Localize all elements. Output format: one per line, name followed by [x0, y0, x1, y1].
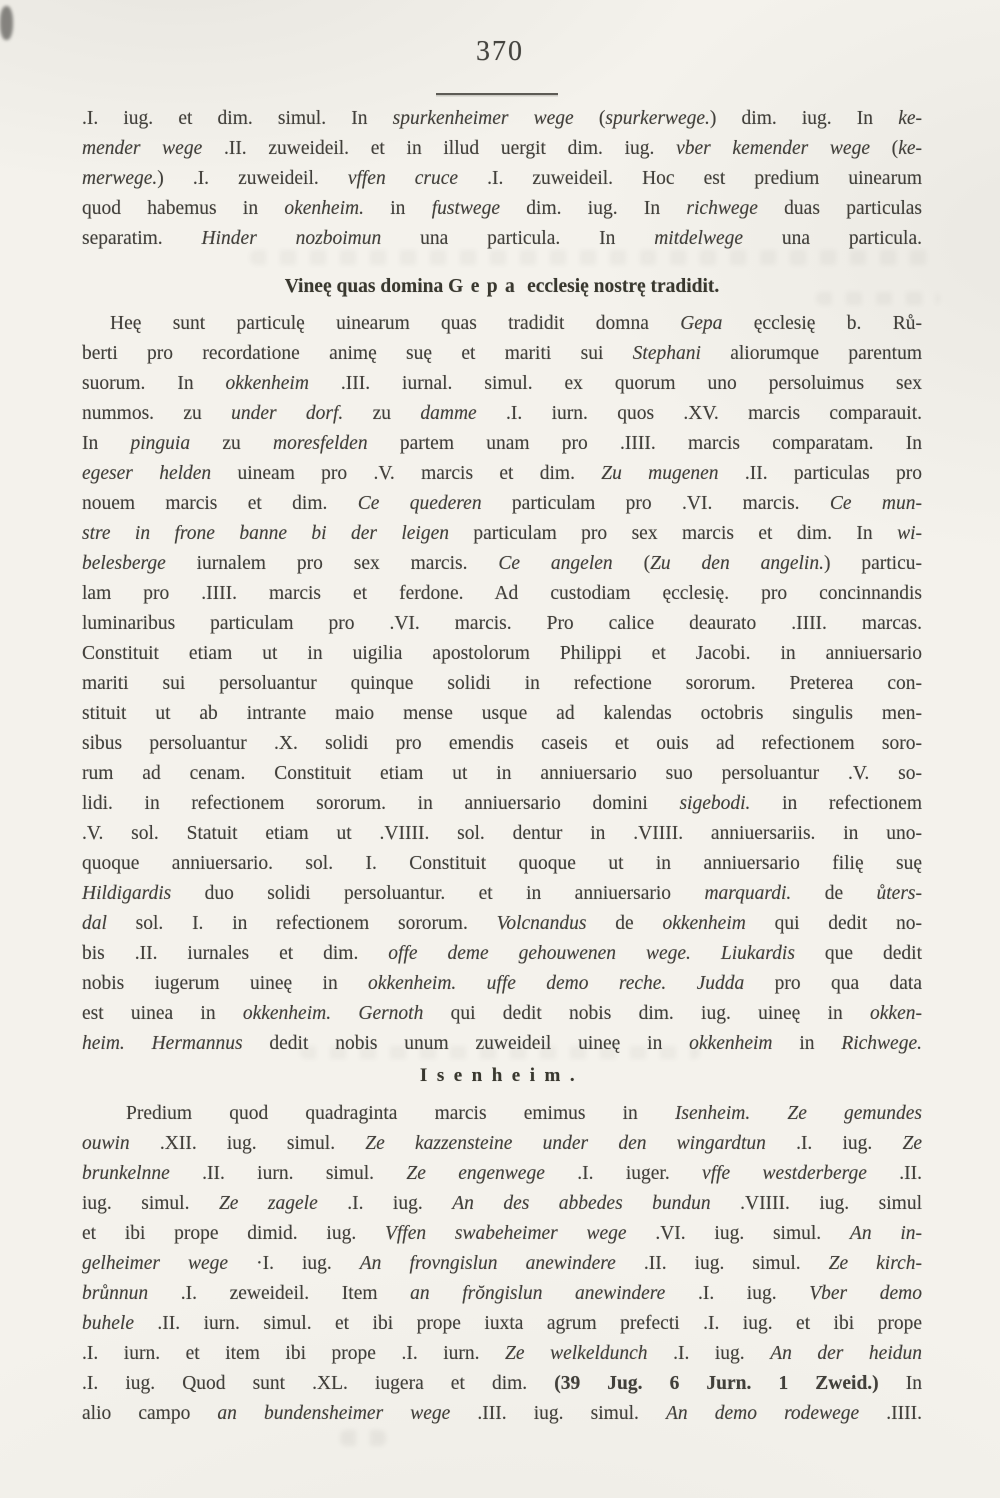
text-line [82, 999, 922, 1029]
text-line [82, 699, 922, 729]
text-segment: ) .I. zuweideil. [157, 168, 348, 189]
text-segment [691, 943, 721, 964]
text-segment: nummos. zu [82, 403, 232, 424]
text-segment: Zu mugenen [601, 463, 719, 484]
page-number: 370 [476, 36, 524, 67]
text-segment: okkenheim [662, 913, 746, 934]
text-segment: Liukardis [720, 943, 795, 964]
text-line [82, 969, 922, 999]
text-segment: okken- [870, 1003, 922, 1024]
text-segment: bis .II. iurnales et dim. [82, 943, 389, 964]
text-segment: ouwin [82, 1133, 130, 1154]
text-segment: Ze kirch- [828, 1253, 922, 1274]
text-line [82, 579, 922, 609]
text-line [82, 1159, 922, 1189]
text-line [82, 369, 922, 399]
text-segment: offe deme gehouwenen wege. [388, 943, 691, 964]
text-line [82, 309, 922, 339]
text-segment: vffen cruce [347, 168, 459, 189]
text-segment: Hinder nozboimun [201, 228, 382, 249]
text-segment: marquardi. [704, 883, 792, 904]
text-line [82, 909, 922, 939]
page-number-rule [436, 93, 558, 95]
text-segment: iug. simul. [82, 1193, 219, 1214]
text-line [82, 879, 922, 909]
text-segment: .V. sol. Statuit etiam ut .VIIII. sol. dentur in .VIIII. anniuersariis. in uno- [82, 823, 922, 844]
text-line [82, 194, 922, 224]
text-segment: wi- [897, 523, 922, 544]
text-segment: ( [612, 553, 651, 574]
text-segment: Judda [696, 973, 745, 994]
text-segment: vber kemender wege [676, 138, 870, 159]
text-segment: .II. iug. simul. [615, 1253, 829, 1274]
text-segment: pro qua data [744, 973, 922, 994]
text-line [82, 459, 922, 489]
text-line [82, 339, 922, 369]
text-segment: Constituit etiam ut in uigilia apostolorum Philippi et Jacobi. in anniuersario [82, 643, 922, 664]
text-segment: berti pro recordatione animę suę et mariti sui [82, 343, 633, 364]
text-line [82, 1129, 922, 1159]
text-segment: .III. iug. simul. [450, 1403, 666, 1424]
text-segment: buhele [82, 1313, 134, 1334]
text-segment [331, 1003, 358, 1024]
text-segment: brůnnun [82, 1283, 149, 1304]
text-segment: mender wege [82, 138, 203, 159]
text-segment: belesberge [82, 553, 166, 574]
text-line [82, 519, 922, 549]
text-segment: quoque anniuersario. sol. I. Constituit quoque ut in anniuersario filię suę [82, 853, 922, 874]
text-segment: .II. particulas pro [718, 463, 922, 484]
text-segment: .I. iug. [317, 1193, 453, 1214]
text-line [82, 1309, 922, 1339]
text-segment: uineam pro .V. marcis et dim. [211, 463, 602, 484]
text-segment: Predium quod quadraginta marcis emimus in [126, 1103, 675, 1124]
text-line [82, 759, 922, 789]
text-line [82, 134, 922, 164]
text-segment: .II. zuweideil. et in illud uergit dim. iug. [202, 138, 677, 159]
text-segment: Zu den angelin. [650, 553, 824, 574]
text-segment: .I. iug. [665, 1283, 810, 1304]
text-segment: .IIII. [859, 1403, 922, 1424]
text-segment: in [363, 198, 432, 219]
text-line [82, 104, 922, 134]
text-segment: dim. iug. In [499, 198, 687, 219]
text-segment: sol. I. in refectionem sororum. [106, 913, 497, 934]
text-line [82, 1219, 922, 1249]
text-segment: Ce angelen [498, 553, 613, 574]
text-line [82, 1029, 922, 1059]
text-segment: quod habemus in [82, 198, 285, 219]
text-segment: Stephani [632, 343, 701, 364]
text-segment: luminaribus particulam pro .VI. marcis. Pro calice deaurato .IIII. marcas. [82, 613, 922, 634]
text-segment: una particula. In [381, 228, 655, 249]
text-line [82, 1339, 922, 1369]
text-segment: dal [82, 913, 107, 934]
text-segment: damme [420, 403, 477, 424]
text-segment: iurnalem pro sex marcis. [165, 553, 499, 574]
text-segment: ke- [898, 138, 922, 159]
text-segment: lidi. in refectionem sororum. in anniuersario domini [82, 793, 680, 814]
text-segment: in refectionem [750, 793, 923, 814]
text-line [82, 609, 922, 639]
text-line [82, 1369, 922, 1399]
text-segment: sibus persoluantur .X. solidi pro emendis caseis et ouis ad refectionem soro- [82, 733, 922, 754]
text-segment: .I. zeweideil. Item [148, 1283, 411, 1304]
text-segment: In [82, 433, 131, 454]
text-segment: (39 Jug. 6 Jurn. 1 Zweid.) [554, 1373, 879, 1394]
text-segment: Ze [902, 1133, 922, 1154]
text-segment: particulam pro .VI. marcis. [481, 493, 830, 514]
text-segment: nouem marcis et dim. [82, 493, 358, 514]
text-segment: Gepa [680, 313, 723, 334]
text-segment: heim. [82, 1033, 125, 1054]
text-segment: est uinea in [82, 1003, 243, 1024]
text-segment: Ce quederen [357, 493, 482, 514]
text-segment: stre in frone banne bi der leigen [82, 523, 449, 544]
text-segment: qui dedit nobis dim. iug. uineę in [423, 1003, 871, 1024]
text-segment: mitdelwege [654, 228, 744, 249]
text-segment: .XII. iug. simul. [129, 1133, 366, 1154]
text-segment: alio campo [82, 1403, 218, 1424]
text-segment: spurkerwege. [605, 108, 710, 129]
text-segment: qui dedit no- [745, 913, 922, 934]
text-segment: duo solidi persoluantur. et in anniuersario [171, 883, 705, 904]
text-segment: okkenheim [689, 1033, 773, 1054]
text-segment: spurkenheimer wege [392, 108, 574, 129]
text-segment: .I. iurn. quos .XV. marcis comparauit. [476, 403, 922, 424]
text-segment: Hildigardis [82, 883, 172, 904]
text-segment: ( [573, 108, 606, 129]
text-segment: Ze zagele [218, 1193, 318, 1214]
text-segment: Ze kazzensteine under den wingardtun [365, 1133, 766, 1154]
text-segment: Vineę quas domina [284, 276, 449, 297]
text-segment: In [878, 1373, 923, 1394]
text-segment: Gernoth [358, 1003, 424, 1024]
text-segment: okkenheim. [368, 973, 457, 994]
text-line [82, 429, 922, 459]
text-segment: richwege [686, 198, 758, 219]
text-segment: .II. iurn. simul. et ibi prope iuxta agrum prefecti .I. iug. et ibi prope [133, 1313, 922, 1334]
text-segment: Isenheim. [419, 1065, 585, 1086]
text-segment: Ce mun- [829, 493, 922, 514]
text-segment: Vffen swabeheimer wege [384, 1223, 627, 1244]
text-segment: ecclesię nostrę tradidit. [522, 276, 720, 297]
text-segment: ęcclesię b. Rů- [722, 313, 922, 334]
text-segment: .I. iurn. et item ibi prope .I. iurn. [82, 1343, 506, 1364]
text-line [82, 819, 922, 849]
text-segment: mariti sui persoluantur quinque solidi in refectione sororum. Preterea con- [82, 673, 922, 694]
text-segment: brunkelnne [82, 1163, 170, 1184]
text-segment: an frŏngislun anewindere [410, 1283, 666, 1304]
text-line [82, 1399, 922, 1429]
text-segment [666, 973, 696, 994]
text-line [82, 399, 922, 429]
text-segment: de [791, 883, 877, 904]
text-segment: Ze gemundes [787, 1103, 923, 1124]
text-segment: gelheimer wege [82, 1253, 229, 1274]
text-line [82, 1279, 922, 1309]
text-line [82, 789, 922, 819]
text-line [82, 272, 922, 302]
text-segment: ·I. iug. [228, 1253, 360, 1274]
text-segment: lam pro .IIII. marcis et ferdone. Ad custodiam ęcclesię. pro concinnandis [82, 583, 922, 604]
text-segment: under dorf. [231, 403, 344, 424]
text-segment: .VIIII. iug. simul [710, 1193, 922, 1214]
text-segment: sigebodi. [679, 793, 751, 814]
text-line [82, 549, 922, 579]
text-line [82, 1249, 922, 1279]
text-segment: .VI. iug. simul. [626, 1223, 850, 1244]
text-segment [125, 1033, 152, 1054]
gepa-paragraph [82, 309, 922, 1059]
text-segment: .I. zuweideil. Hoc est predium uinearum [458, 168, 922, 189]
text-segment: ke- [898, 108, 923, 129]
text-segment: egeser helden [82, 463, 212, 484]
text-segment: .I. iug. [647, 1343, 771, 1364]
text-segment: pinguia [130, 433, 191, 454]
text-segment: ) dim. iug. In [709, 108, 899, 129]
text-segment: an bundensheimer wege [217, 1403, 451, 1424]
text-segment: que dedit [794, 943, 922, 964]
text-segment: zu [190, 433, 273, 454]
isenheim-section-heading [82, 1061, 922, 1091]
text-segment: stituit ut ab intrante maio mense usque ad kalendas octobris singulis men- [82, 703, 922, 724]
text-segment: et ibi prope dimid. iug. [82, 1223, 385, 1244]
text-segment: fustwege [431, 198, 500, 219]
text-segment: An demo rodewege [665, 1403, 860, 1424]
text-segment: nobis iugerum uineę in [82, 973, 369, 994]
text-segment: uffe demo reche. [486, 973, 667, 994]
text-segment [456, 973, 486, 994]
text-segment: .I. iug. Quod sunt .XL. iugera et dim. [82, 1373, 555, 1394]
text-segment: ) particu- [823, 553, 922, 574]
text-segment: Gepa [448, 276, 523, 297]
text-line [82, 639, 922, 669]
text-line [82, 669, 922, 699]
text-segment: Hermannus [151, 1033, 243, 1054]
text-segment: .I. iug. [765, 1133, 903, 1154]
text-segment: okkenheim. [242, 1003, 332, 1024]
text-segment: dedit nobis unum zuweideil uineę in [242, 1033, 690, 1054]
text-segment: An der heidun [770, 1343, 922, 1364]
text-segment: merwege. [82, 168, 158, 189]
text-line [82, 939, 922, 969]
text-line [82, 224, 922, 254]
text-segment: rum ad cenam. Constituit etiam ut in anniuersario suo persoluantur .V. so- [82, 763, 922, 784]
text-segment: moresfelden [273, 433, 368, 454]
text-segment: de [586, 913, 663, 934]
text-line [82, 1189, 922, 1219]
bleedthrough-smudge [340, 1430, 386, 1446]
text-segment: ůters- [876, 883, 923, 904]
text-line [82, 849, 922, 879]
text-segment: An frovngislun anewindere [359, 1253, 616, 1274]
text-segment: .III. iurnal. simul. ex quorum uno persoluimus sex [308, 373, 922, 394]
text-segment: duas particulas [757, 198, 923, 219]
text-segment: particulam pro sex marcis et dim. In [449, 523, 898, 544]
isenheim-paragraph [82, 1099, 922, 1429]
text-segment: .I. iuger. [544, 1163, 703, 1184]
text-line [82, 1061, 922, 1091]
text-segment: Heę sunt particulę uinearum quas tradidit domna [110, 313, 681, 334]
text-segment: .I. iug. et dim. simul. In [82, 108, 393, 129]
text-segment: Isenheim. [674, 1103, 751, 1124]
text-segment: zu [343, 403, 421, 424]
text-segment: An in- [849, 1223, 922, 1244]
continuation-paragraph [82, 104, 922, 254]
text-segment: Ze engenwege [406, 1163, 545, 1184]
text-segment: Vber demo [809, 1283, 922, 1304]
text-segment: in [772, 1033, 842, 1054]
gepa-section-heading [82, 272, 922, 302]
text-segment: okkenheim [225, 373, 309, 394]
text-line [82, 1099, 922, 1129]
text-segment: una particula. [743, 228, 922, 249]
text-line [82, 729, 922, 759]
text-segment: ( [869, 138, 899, 159]
text-line [82, 489, 922, 519]
text-segment: okenheim. [284, 198, 364, 219]
text-segment: vffe westderberge [702, 1163, 867, 1184]
text-segment: An des abbedes bundun [452, 1193, 711, 1214]
ink-smudge [0, 6, 13, 40]
text-segment: .II. [866, 1163, 922, 1184]
text-segment: Richwege. [841, 1033, 922, 1054]
text-line [82, 164, 922, 194]
text-segment: suorum. In [82, 373, 226, 394]
text-segment [750, 1103, 787, 1124]
text-segment: .II. iurn. simul. [169, 1163, 407, 1184]
text-segment: Ze welkeldunch [505, 1343, 648, 1364]
text-segment: partem unam pro .IIII. marcis comparatam. In [367, 433, 922, 454]
text-segment: aliorumque parentum [700, 343, 922, 364]
text-segment: separatim. [82, 228, 202, 249]
text-segment: Volcnandus [496, 913, 587, 934]
